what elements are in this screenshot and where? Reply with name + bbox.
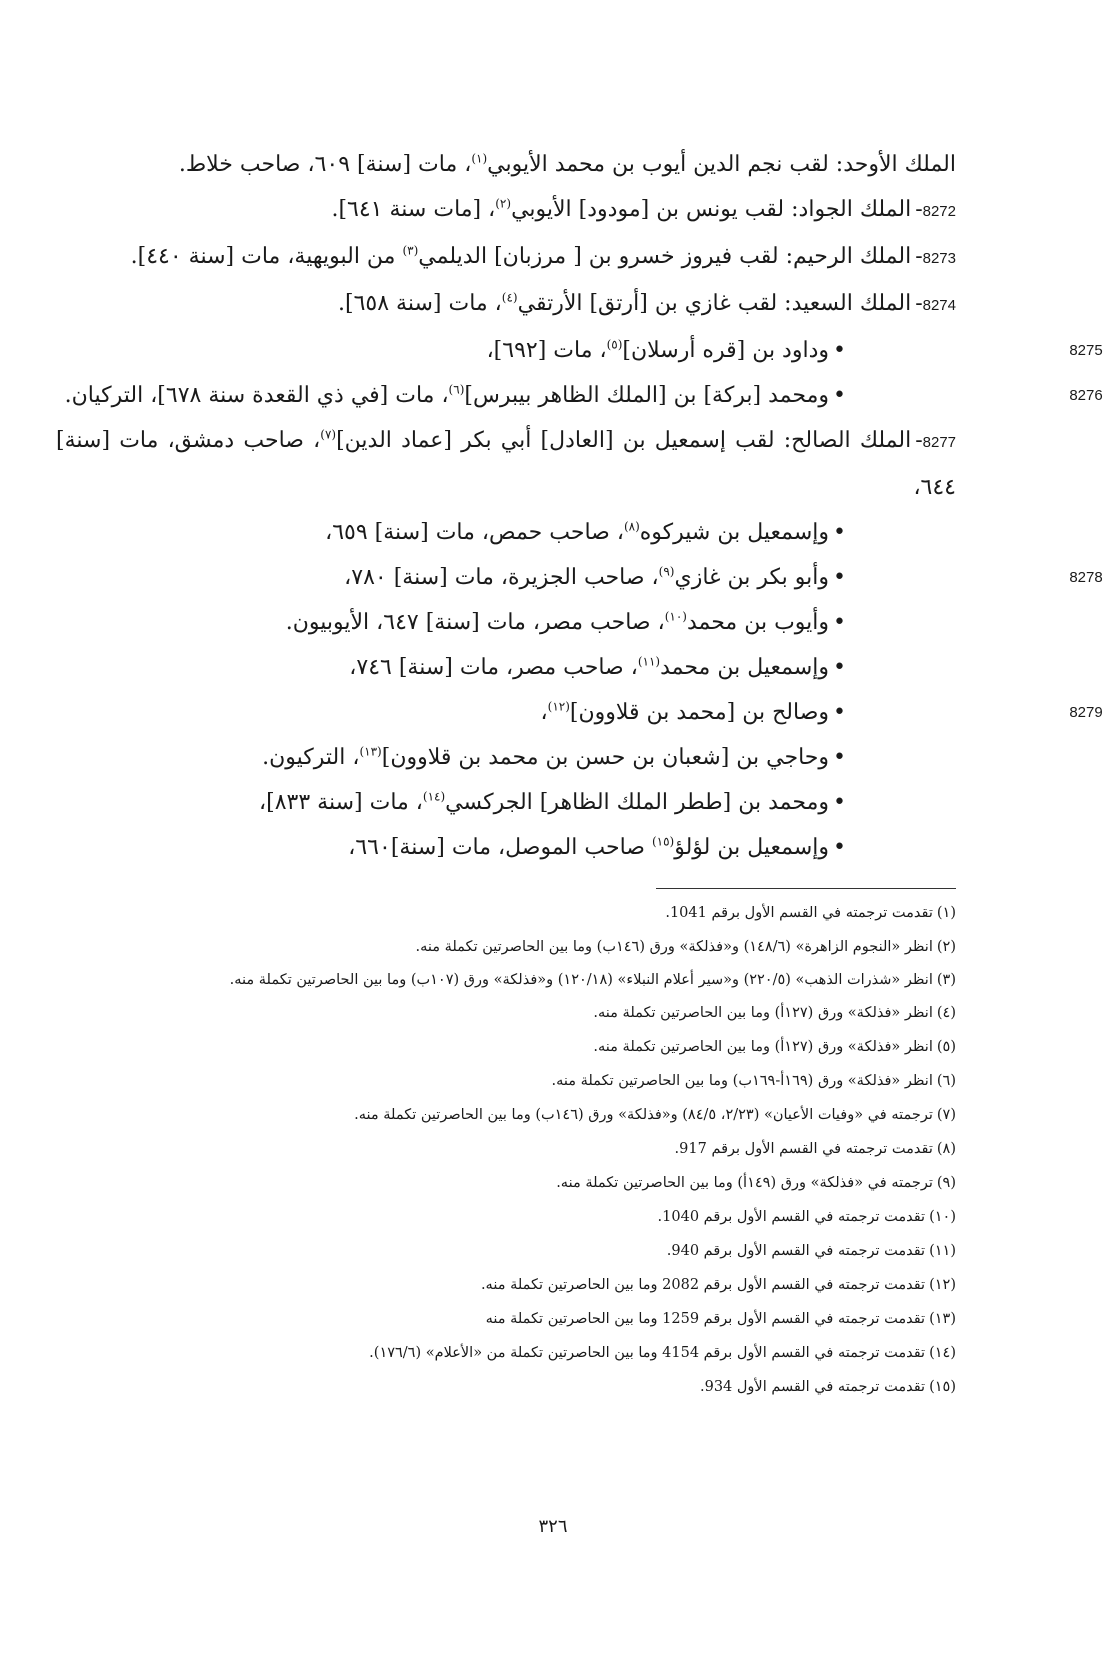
entry-line: •وإسمعيل بن محمد$^{(١١)}$، صاحب مصر، مات [سنة] ٧٤٦، [349,654,846,680]
footnote [76,1132,956,1166]
entry-text: وداود بن [قره أرسلان] [622,338,830,363]
footnote-ref: (٢) [495,196,512,211]
entry-text: الملك السعيد: لقب غازي بن [أرتق] الأرتقي [517,291,912,316]
entry-text: وإسمعيل بن شيركوه [639,520,830,545]
footnote-ref: (٦) [448,382,465,397]
footnote-ref: (٤) [501,290,518,305]
entry-tail: ، مات [سنة ٨٣٣]، [259,790,423,815]
entry-number: 8279 [1069,704,1103,721]
entry-tail: ، [مات سنة ٦٤١]. [331,197,496,222]
footnote-id: (١٢) [929,1277,956,1293]
footnote-text: تقدمت ترجمته في القسم الأول برقم 4154 وما بين الحاصرتين تكملة من «الأعلام» (١٧٦/٦). [369,1345,926,1361]
entry-number: 8275 [1069,342,1103,359]
footnote [76,1234,956,1268]
footnote-ref: (٩) [658,564,675,579]
entry-tail: ، صاحب الجزيرة، مات [سنة] ٧٨٠، [344,565,659,590]
footnote-ref: (١) [471,151,488,166]
footnote-text: انظر «شذرات الذهب» (٢٢٠/٥) و«سير أعلام النبلاء» (١٢٠/١٨) و«فذلكة» ورق (١٠٧ب) وما بين الحاصرتين تكملة منه. [229,972,933,988]
entry-text: وإسمعيل بن محمد [660,655,830,680]
entry-tail: ، صاحب حمص، مات [سنة] ٦٥٩، [325,520,624,545]
footnote-id: (١٤) [929,1345,956,1361]
page-number: ٣٢٦ [538,1516,568,1537]
entry-number: 8276 [1069,387,1103,404]
footnote-id: (٤) [936,1005,956,1021]
entry-tail: ، التركيون. [262,745,360,770]
footnote-id: (٧) [936,1107,956,1123]
entry-text: الملك الصالح: لقب إسمعيل بن [العادل] أبي بكر [عماد الدين] [336,428,912,453]
entry-text: وحاجي بن [شعبان بن حسن بن محمد بن قلاوون] [381,745,830,770]
entry-text: وإسمعيل بن لؤلؤ [674,835,830,860]
footnote-text: انظر «فذلكة» ورق (١٢٧أ) وما بين الحاصرتين تكملة منه. [593,1039,933,1055]
footnote-id: (١١) [929,1243,956,1259]
entry-line: •وإسمعيل بن لؤلؤ$^{(١٥)}$ صاحب الموصل، مات [سنة]٦٦٠، [348,834,846,860]
footnote-ref: (١١) [637,654,661,669]
footnote-ref: (١٣) [359,744,382,759]
footnote [76,1370,956,1404]
footnote [76,996,956,1030]
entry-text: الملك الرحيم: لقب فيروز خسرو بن [ مرزبان] الديلمي [418,244,912,269]
entry-number: 8278 [1069,569,1103,586]
entry-text: ومحمد [بركة] بن [الملك الظاهر بيبرس] [464,383,830,408]
footnote [76,1098,956,1132]
entry-text: الملك الجواد: لقب يونس بن [مودود] الأيوبي [511,197,912,222]
footnote-id: (١٠) [929,1209,956,1225]
footnote-id: (١) [936,905,956,921]
footnote-id: (٩) [936,1175,956,1191]
entry-tail: ، مات [سنة ٦٥٨]. [338,291,502,316]
footnote [76,1166,956,1200]
footnote [76,930,956,964]
footnote-ref: (٧) [320,427,337,442]
footnote-text: تقدمت ترجمته في القسم الأول برقم 1040. [657,1209,926,1225]
entry-tail: ، صاحب مصر، مات [سنة] ٦٤٧، الأيوبيون. [285,610,665,635]
footnote-text: ترجمته في «وفيات الأعيان» (٢/٢٣، ٨٤/٥) و«فذلكة» ورق (١٤٦ب) وما بين الحاصرتين تكملة منه. [354,1107,933,1123]
footnote-ref: (١٠) [664,609,687,624]
entry-number: 8273 [922,250,956,267]
footnote [76,1064,956,1098]
footnote-text: تقدمت ترجمته في القسم الأول برقم 1259 وما بين الحاصرتين تكملة منه [485,1311,926,1327]
entry-line: •وإسمعيل بن شيركوه$^{(٨)}$، صاحب حمص، مات [سنة] ٦٥٩، [325,519,846,545]
footnote-text: تقدمت ترجمته في القسم الأول 934. [699,1379,926,1395]
main-text [56,142,1103,870]
entry-tail: ، صاحب دمشق، مات [سنة] ٦٤٤، [56,428,956,500]
footnote [76,1200,956,1234]
footnote-text: تقدمت ترجمته في القسم الأول برقم 2082 وما بين الحاصرتين تكملة منه. [480,1277,926,1293]
entry-line: 8273-الملك الرحيم: لقب فيروز خسرو بن [ مرزبان] الديلمي$^{(٣)}$ من البويهية، مات [سنة ٤٤٠]. [130,243,956,269]
entry-line: 8274-الملك السعيد: لقب غازي بن [أرتق] الأرتقي$^{(٤)}$، مات [سنة ٦٥٨]. [338,290,956,316]
entry-number: 8277 [922,434,957,451]
footnote [76,1268,956,1302]
footnote-ref: (١٤) [422,789,446,804]
entry-text: وصالح بن [محمد بن قلاوون] [569,700,830,725]
entry-number: 8274 [922,297,956,314]
entry-line: 8277-الملك الصالح: لقب إسمعيل بن [العادل] أبي بكر [عماد الدين]$^{(٧)}$، صاحب دمشق، مات [سنة] ٦٤٤، [56,427,957,500]
entry-tail: ، مات [سنة] ٦٠٩، صاحب خلاط. [178,152,472,177]
footnote-ref: (٥) [606,337,623,352]
footnote-text: انظر «فذلكة» ورق (١٦٩أ-١٦٩ب) وما بين الحاصرتين تكملة منه. [551,1073,933,1089]
footnote [76,964,956,996]
entry-tail: من البويهية، مات [سنة ٤٤٠]. [130,244,403,269]
footnote-text: ترجمته في «فذلكة» ورق (١٤٩أ) وما بين الحاصرتين تكملة منه. [556,1175,933,1191]
entry-tail: صاحب الموصل، مات [سنة]٦٦٠، [348,835,652,860]
entry-line: 8272-الملك الجواد: لقب يونس بن [مودود] الأيوبي$^{(٢)}$، [مات سنة ٦٤١]. [331,196,956,222]
entry-line [116,142,956,187]
entry-number: 8272 [922,203,956,220]
entry-line: 8279 •وصالح بن [محمد بن قلاوون]$^{(١٢)}$، [116,690,956,735]
footnote-id: (٢) [936,939,956,955]
footnote [76,1030,956,1064]
footnote [76,1336,956,1370]
footnote-id: (١٣) [929,1311,956,1327]
entry-line: 8276 •ومحمد [بركة] بن [الملك الظاهر بيبرس]$^{(٦)}$، مات [في ذي القعدة سنة ٦٧٨]، التركيان. [116,373,956,418]
footnote [76,896,956,930]
entry-tail: ، مات [في ذي القعدة سنة ٦٧٨]، التركيان. [64,383,449,408]
footnote-text: تقدمت ترجمته في القسم الأول برقم 1041. [665,905,933,921]
footnote-text: انظر «النجوم الزاهرة» (١٤٨/٦) و«فذلكة» ورق (١٤٦ب) وما بين الحاصرتين تكملة منه. [415,939,933,955]
footnote-id: (١٥) [929,1379,956,1395]
entry-tail: ، مات [٦٩٢]، [486,338,607,363]
entry-text: وأيوب بن محمد [686,610,830,635]
footnote-text: تقدمت ترجمته في القسم الأول برقم 940. [666,1243,926,1259]
entry-line: •ومحمد بن [ططر الملك الظاهر] الجركسي$^{(١٤)}$، مات [سنة ٨٣٣]، [259,789,846,815]
footnote-id: (٥) [936,1039,956,1055]
entry-line: •وأيوب بن محمد$^{(١٠)}$، صاحب مصر، مات [سنة] ٦٤٧، الأيوبيون. [285,609,846,635]
footnote-ref: (١٥) [651,834,675,849]
entry-line: •وحاجي بن [شعبان بن حسن بن محمد بن قلاوون]$^{(١٣)}$، التركيون. [262,744,846,770]
footnote-text: انظر «فذلكة» ورق (١٢٧أ) وما بين الحاصرتين تكملة منه. [593,1005,933,1021]
footnote-ref: (٣) [402,243,419,258]
entry-text: وأبو بكر بن غازي [674,565,830,590]
footnote-id: (٣) [936,972,956,988]
entry-text: ومحمد بن [ططر الملك الظاهر] الجركسي [445,790,830,815]
footnote-ref: (٨) [623,519,640,534]
footnote-ref: (١٢) [547,699,570,714]
footnote-divider [656,888,956,889]
footnote-id: (٨) [936,1141,956,1157]
entry-line: 8275 •وداود بن [قره أرسلان]$^{(٥)}$، مات [٦٩٢]، [116,328,956,373]
entry-line: 8278 •وأبو بكر بن غازي$^{(٩)}$، صاحب الجزيرة، مات [سنة] ٧٨٠، [116,555,956,600]
entry-tail: ، [540,700,548,725]
entry-text: الملك الأوحد: لقب نجم الدين أيوب بن محمد الأيوبي [487,152,956,177]
entry-tail: ، صاحب مصر، مات [سنة] ٧٤٦، [349,655,638,680]
footnote-text: تقدمت ترجمته في القسم الأول برقم 917. [674,1141,933,1157]
footnote-id: (٦) [936,1073,956,1089]
footnotes [76,896,956,1404]
footnote [76,1302,956,1336]
